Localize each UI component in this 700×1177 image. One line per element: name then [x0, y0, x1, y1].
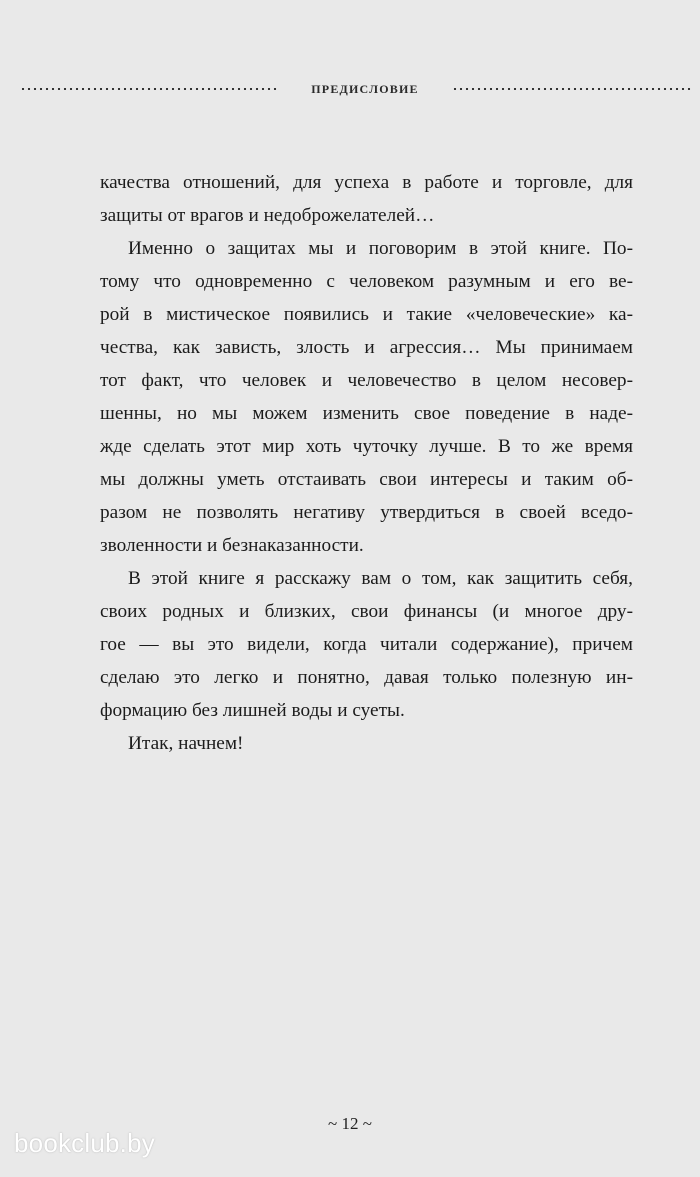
- text-line: мы должны уметь отстаивать свои интересы и таким об-: [100, 469, 633, 490]
- dotted-rule-right: [452, 88, 692, 90]
- text-line: тому что одновременно с человеком разумным и его ве-: [100, 271, 633, 292]
- body-text: [100, 166, 633, 760]
- text-line: жде сделать этот мир хоть чуточку лучше. В то же время: [100, 436, 633, 457]
- text-line: качества отношений, для успеха в работе и торговле, для: [100, 172, 633, 193]
- text-line: защиты от врагов и недоброжелателей…: [100, 205, 435, 226]
- running-title: ПРЕДИСЛОВИЕ: [311, 82, 419, 96]
- text-line: тот факт, что человек и человечество в целом несовер-: [100, 370, 633, 391]
- watermark: bookclub.by: [14, 1128, 155, 1158]
- page-number: ~ 12 ~: [328, 1114, 372, 1133]
- text-line: разом не позволять негативу утвердиться в своей вседо-: [100, 502, 633, 523]
- text-line: формацию без лишней воды и суеты.: [100, 700, 405, 721]
- text-line: Итак, начнем!: [128, 733, 244, 754]
- text-line: своих родных и близких, свои финансы (и многое дру-: [100, 601, 633, 622]
- text-line: рой в мистическое появились и такие «человеческие» ка-: [100, 304, 633, 325]
- running-header: [0, 79, 700, 99]
- dotted-rule-left: [20, 88, 278, 90]
- text-line: сделаю это легко и понятно, давая только полезную ин-: [100, 667, 633, 688]
- text-line: В этой книге я расскажу вам о том, как защитить себя,: [128, 568, 633, 589]
- text-line: зволенности и безнаказанности.: [100, 535, 364, 556]
- text-line: чества, как зависть, злость и агрессия… Мы принимаем: [100, 337, 633, 358]
- text-line: гое — вы это видели, когда читали содержание), причем: [100, 634, 633, 655]
- text-line: Именно о защитах мы и поговорим в этой книге. По-: [128, 238, 633, 259]
- text-line: шенны, но мы можем изменить свое поведение в наде-: [100, 403, 633, 424]
